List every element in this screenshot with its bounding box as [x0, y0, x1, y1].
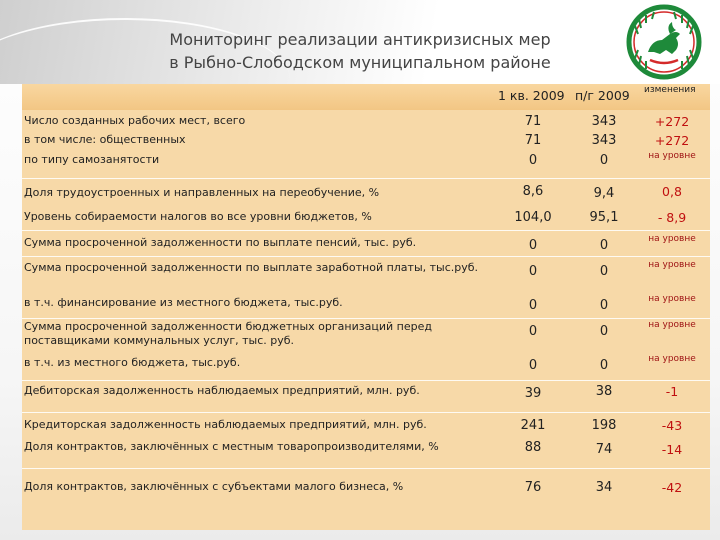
table-row: [22, 470, 710, 510]
row-divider: [22, 380, 710, 381]
table-row: [22, 382, 710, 412]
table-row: [22, 414, 710, 436]
table-row: [22, 258, 710, 294]
row-label: Кредиторская задолженность наблюдаемых предприятий, млн. руб.: [24, 418, 427, 431]
row-label: Число созданных рабочих мест, всего: [24, 114, 246, 127]
row-divider: [22, 178, 710, 179]
row-label: Доля контрактов, заключённых с субъектами малого бизнеса, %: [24, 480, 404, 493]
value-q2: 343: [591, 133, 617, 148]
slide-title: [120, 28, 600, 74]
row-label: Доля контрактов, заключённых с местным товаропроизводителями, %: [24, 440, 439, 453]
value-q1: 76: [524, 480, 542, 495]
value-change: +272: [654, 133, 690, 148]
slide-title-line-2: в Рыбно-Слободском муниципальном районе: [169, 53, 551, 72]
value-q2: 0: [599, 324, 609, 339]
value-q2: 38: [595, 384, 613, 399]
value-change: 0,8: [662, 184, 682, 199]
value-change: на уровне: [648, 234, 696, 244]
value-q1: 0: [528, 264, 538, 279]
row-label: по типу самозанятости: [24, 153, 160, 166]
table-row: [22, 204, 710, 230]
value-change: -43: [661, 418, 683, 433]
row-divider: [22, 318, 710, 319]
row-label: в т.ч. из местного бюджета, тыс.руб.: [24, 356, 241, 369]
row-divider: [22, 412, 710, 413]
value-q2: 95,1: [589, 210, 619, 225]
table-header: [22, 84, 710, 110]
value-q1: 0: [528, 324, 538, 339]
value-q1: 0: [528, 153, 538, 168]
value-change: на уровне: [648, 294, 696, 304]
value-q2: 74: [595, 442, 613, 457]
value-q1: 8,6: [522, 184, 544, 199]
value-q1: 71: [524, 114, 542, 129]
tatarstan-coat-of-arms-icon: [626, 4, 702, 80]
row-label: Доля трудоустроенных и направленных на переобучение, %: [24, 186, 380, 199]
table-row: [22, 232, 710, 256]
value-change: на уровне: [648, 260, 696, 270]
value-q1: 104,0: [514, 210, 552, 225]
table-row: [22, 354, 710, 378]
row-label: Сумма просроченной задолженности по выплате заработной платы, тыс.руб.: [24, 261, 479, 274]
value-q2: 0: [599, 298, 609, 313]
column-header-change: изменения: [644, 85, 696, 95]
value-q2: 343: [591, 114, 617, 129]
value-q1: 71: [524, 133, 542, 148]
value-q1: 0: [528, 238, 538, 253]
row-label: Сумма просроченной задолженности по выплате пенсий, тыс. руб.: [24, 236, 417, 249]
monitoring-table: [22, 84, 710, 530]
value-q2: 9,4: [593, 186, 615, 201]
table-row: [22, 436, 710, 466]
row-divider: [22, 256, 710, 257]
value-change: на уровне: [648, 354, 696, 364]
table-row: [22, 294, 710, 318]
slide-title-line-1: Мониторинг реализации антикризисных мер: [169, 30, 551, 49]
row-divider: [22, 468, 710, 469]
value-q2: 0: [599, 358, 609, 373]
row-label: в том числе: общественных: [24, 133, 186, 146]
value-change: +272: [654, 114, 690, 129]
table-row: [22, 131, 710, 151]
value-q1: 39: [524, 386, 542, 401]
value-q2: 198: [591, 418, 617, 433]
table-row: [22, 151, 710, 177]
row-label: в т.ч. финансирование из местного бюджета, тыс.руб.: [24, 296, 343, 309]
value-q1: 88: [524, 440, 542, 455]
value-change: - 8,9: [657, 210, 687, 225]
value-q1: 241: [520, 418, 546, 433]
row-label: Уровень собираемости налогов во все уровни бюджетов, %: [24, 210, 372, 223]
row-label: Сумма просроченной задолженности бюджетных организаций перед поставщиками коммунальных услуг, тыс. руб.: [24, 320, 432, 347]
value-change: -42: [661, 480, 683, 495]
value-change: на уровне: [648, 320, 696, 330]
column-header-q1: 1 кв. 2009: [498, 88, 565, 103]
column-header-half-year: п/г 2009: [575, 88, 630, 103]
table-row: [22, 320, 710, 356]
value-q2: 0: [599, 153, 609, 168]
row-divider: [22, 230, 710, 231]
value-q1: 0: [528, 358, 538, 373]
value-q1: 0: [528, 298, 538, 313]
value-q2: 34: [595, 480, 613, 495]
value-q2: 0: [599, 264, 609, 279]
value-change: -1: [665, 384, 679, 399]
row-label: Дебиторская задолженность наблюдаемых предприятий, млн. руб.: [24, 384, 420, 397]
value-change: на уровне: [648, 151, 696, 161]
value-change: -14: [661, 442, 683, 457]
value-q2: 0: [599, 238, 609, 253]
table-row: [22, 111, 710, 131]
table-row: [22, 180, 710, 204]
